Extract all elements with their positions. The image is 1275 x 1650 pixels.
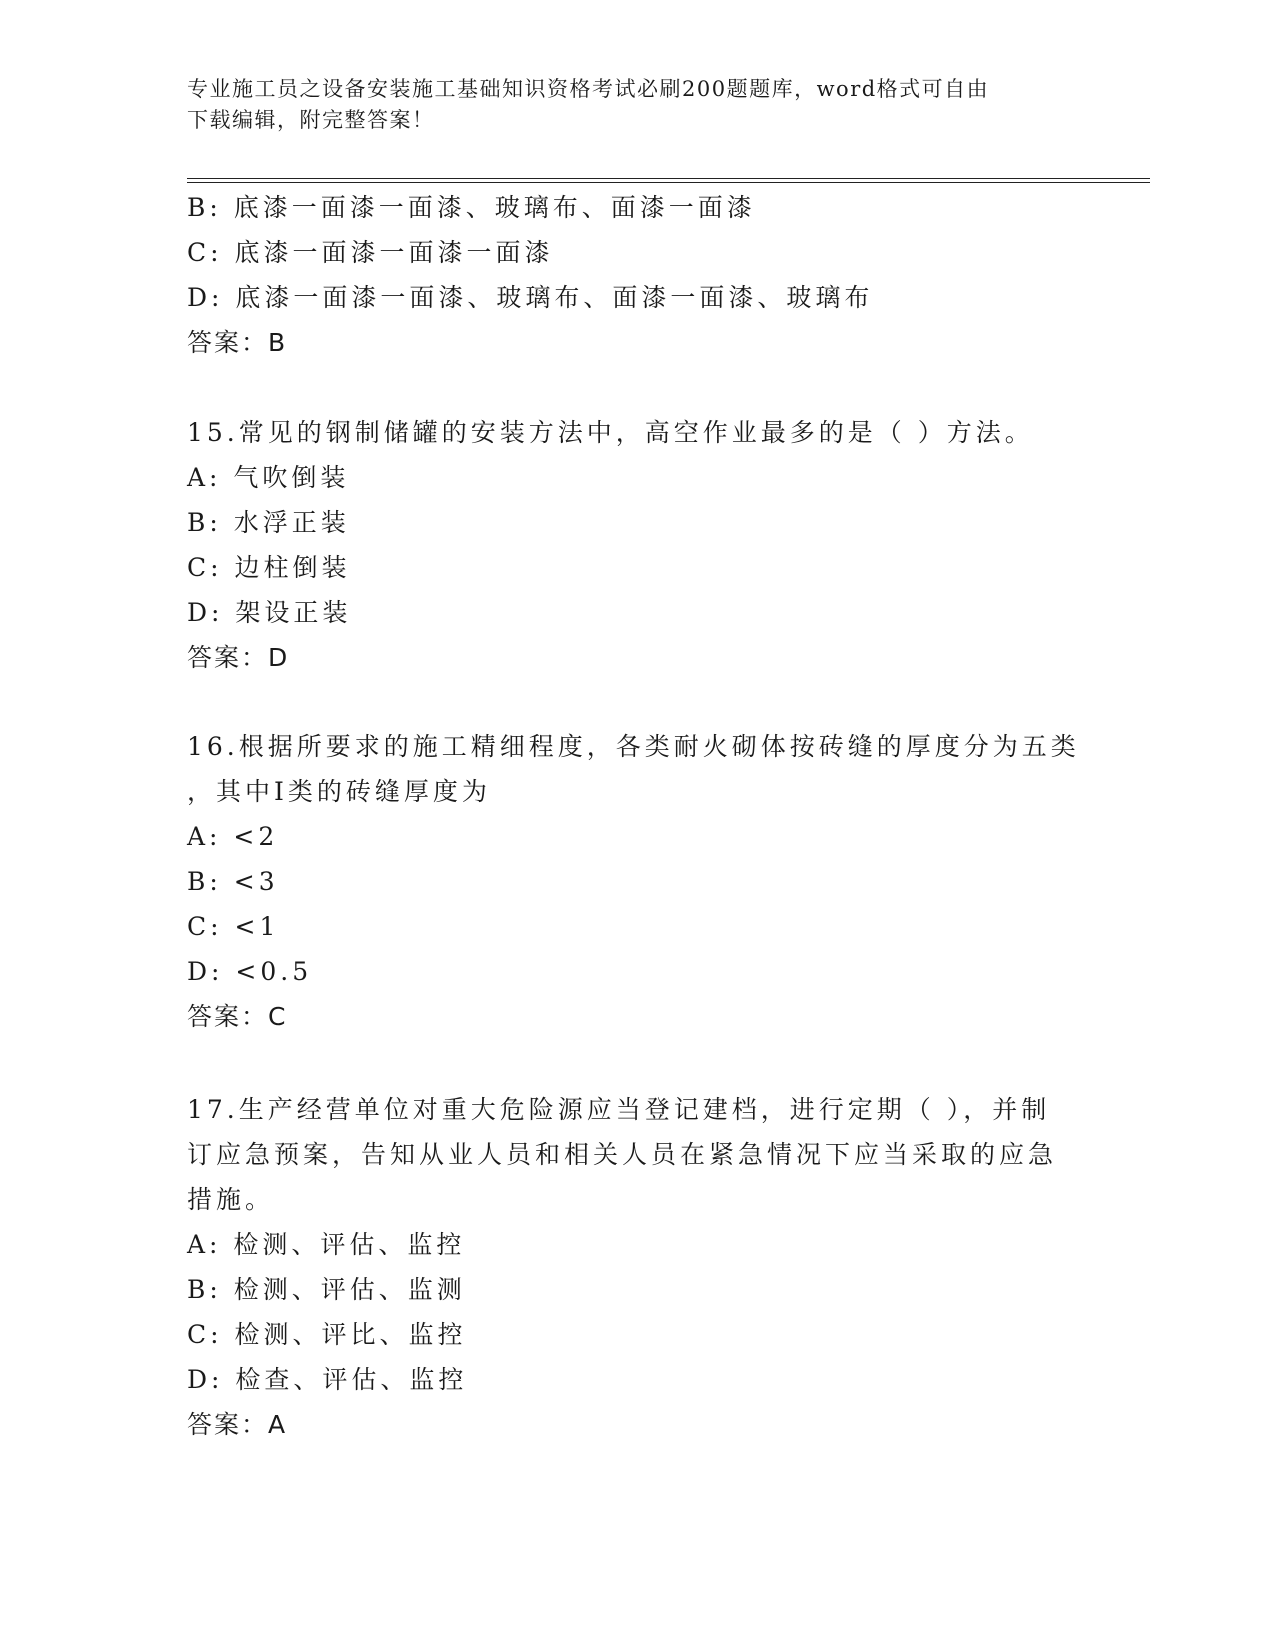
q16-option-a: A: <2 — [187, 822, 279, 851]
header-divider-bottom — [187, 182, 1150, 183]
q17-question-line-2: 订应急预案，告知从业人员和相关人员在紧急情况下应当采取的应急 — [187, 1140, 1058, 1169]
q15-answer: 答案：D — [187, 643, 290, 672]
header-divider-top — [187, 178, 1150, 179]
q16-question-line-1: 16.根据所要求的施工精细程度，各类耐火砌体按砖缝的厚度分为五类 — [187, 732, 1080, 761]
q15-option-c: C: 边柱倒装 — [187, 553, 351, 582]
q14-option-c: C: 底漆一面漆一面漆一面漆 — [187, 238, 554, 267]
q15-option-d: D: 架设正装 — [187, 598, 352, 627]
q17-option-c: C: 检测、评比、监控 — [187, 1320, 467, 1349]
q16-option-d: D: <0.5 — [187, 957, 313, 986]
q16-answer: 答案：C — [187, 1002, 288, 1031]
q17-answer: 答案：A — [187, 1410, 288, 1439]
header-line-2: 下载编辑，附完整答案！ — [187, 108, 435, 132]
header-line-1: 专业施工员之设备安装施工基础知识资格考试必刷200题题库，word格式可自由 — [187, 77, 990, 101]
q15-option-b: B: 水浮正装 — [187, 508, 350, 537]
q17-option-a: A: 检测、评估、监控 — [187, 1230, 466, 1259]
q16-question-line-2: ，其中Ⅰ类的砖缝厚度为 — [187, 777, 491, 806]
q14-answer: 答案：B — [187, 328, 288, 357]
document-header — [187, 74, 1067, 136]
q17-option-d: D: 检查、评估、监控 — [187, 1365, 468, 1394]
q15-question: 15.常见的钢制储罐的安装方法中，高空作业最多的是（ ）方法。 — [187, 418, 1034, 447]
q15-option-a: A: 气吹倒装 — [187, 463, 350, 492]
q17-question-line-1: 17.生产经营单位对重大危险源应当登记建档，进行定期（ ），并制 — [187, 1095, 1051, 1124]
q17-option-b: B: 检测、评估、监测 — [187, 1275, 466, 1304]
q14-option-d: D: 底漆一面漆一面漆、玻璃布、面漆一面漆、玻璃布 — [187, 283, 874, 312]
q17-question-line-3: 措施。 — [187, 1185, 275, 1214]
q16-option-b: B: <3 — [187, 867, 279, 896]
q14-option-b: B: 底漆一面漆一面漆、玻璃布、面漆一面漆 — [187, 193, 756, 222]
q16-option-c: C: <1 — [187, 912, 280, 941]
